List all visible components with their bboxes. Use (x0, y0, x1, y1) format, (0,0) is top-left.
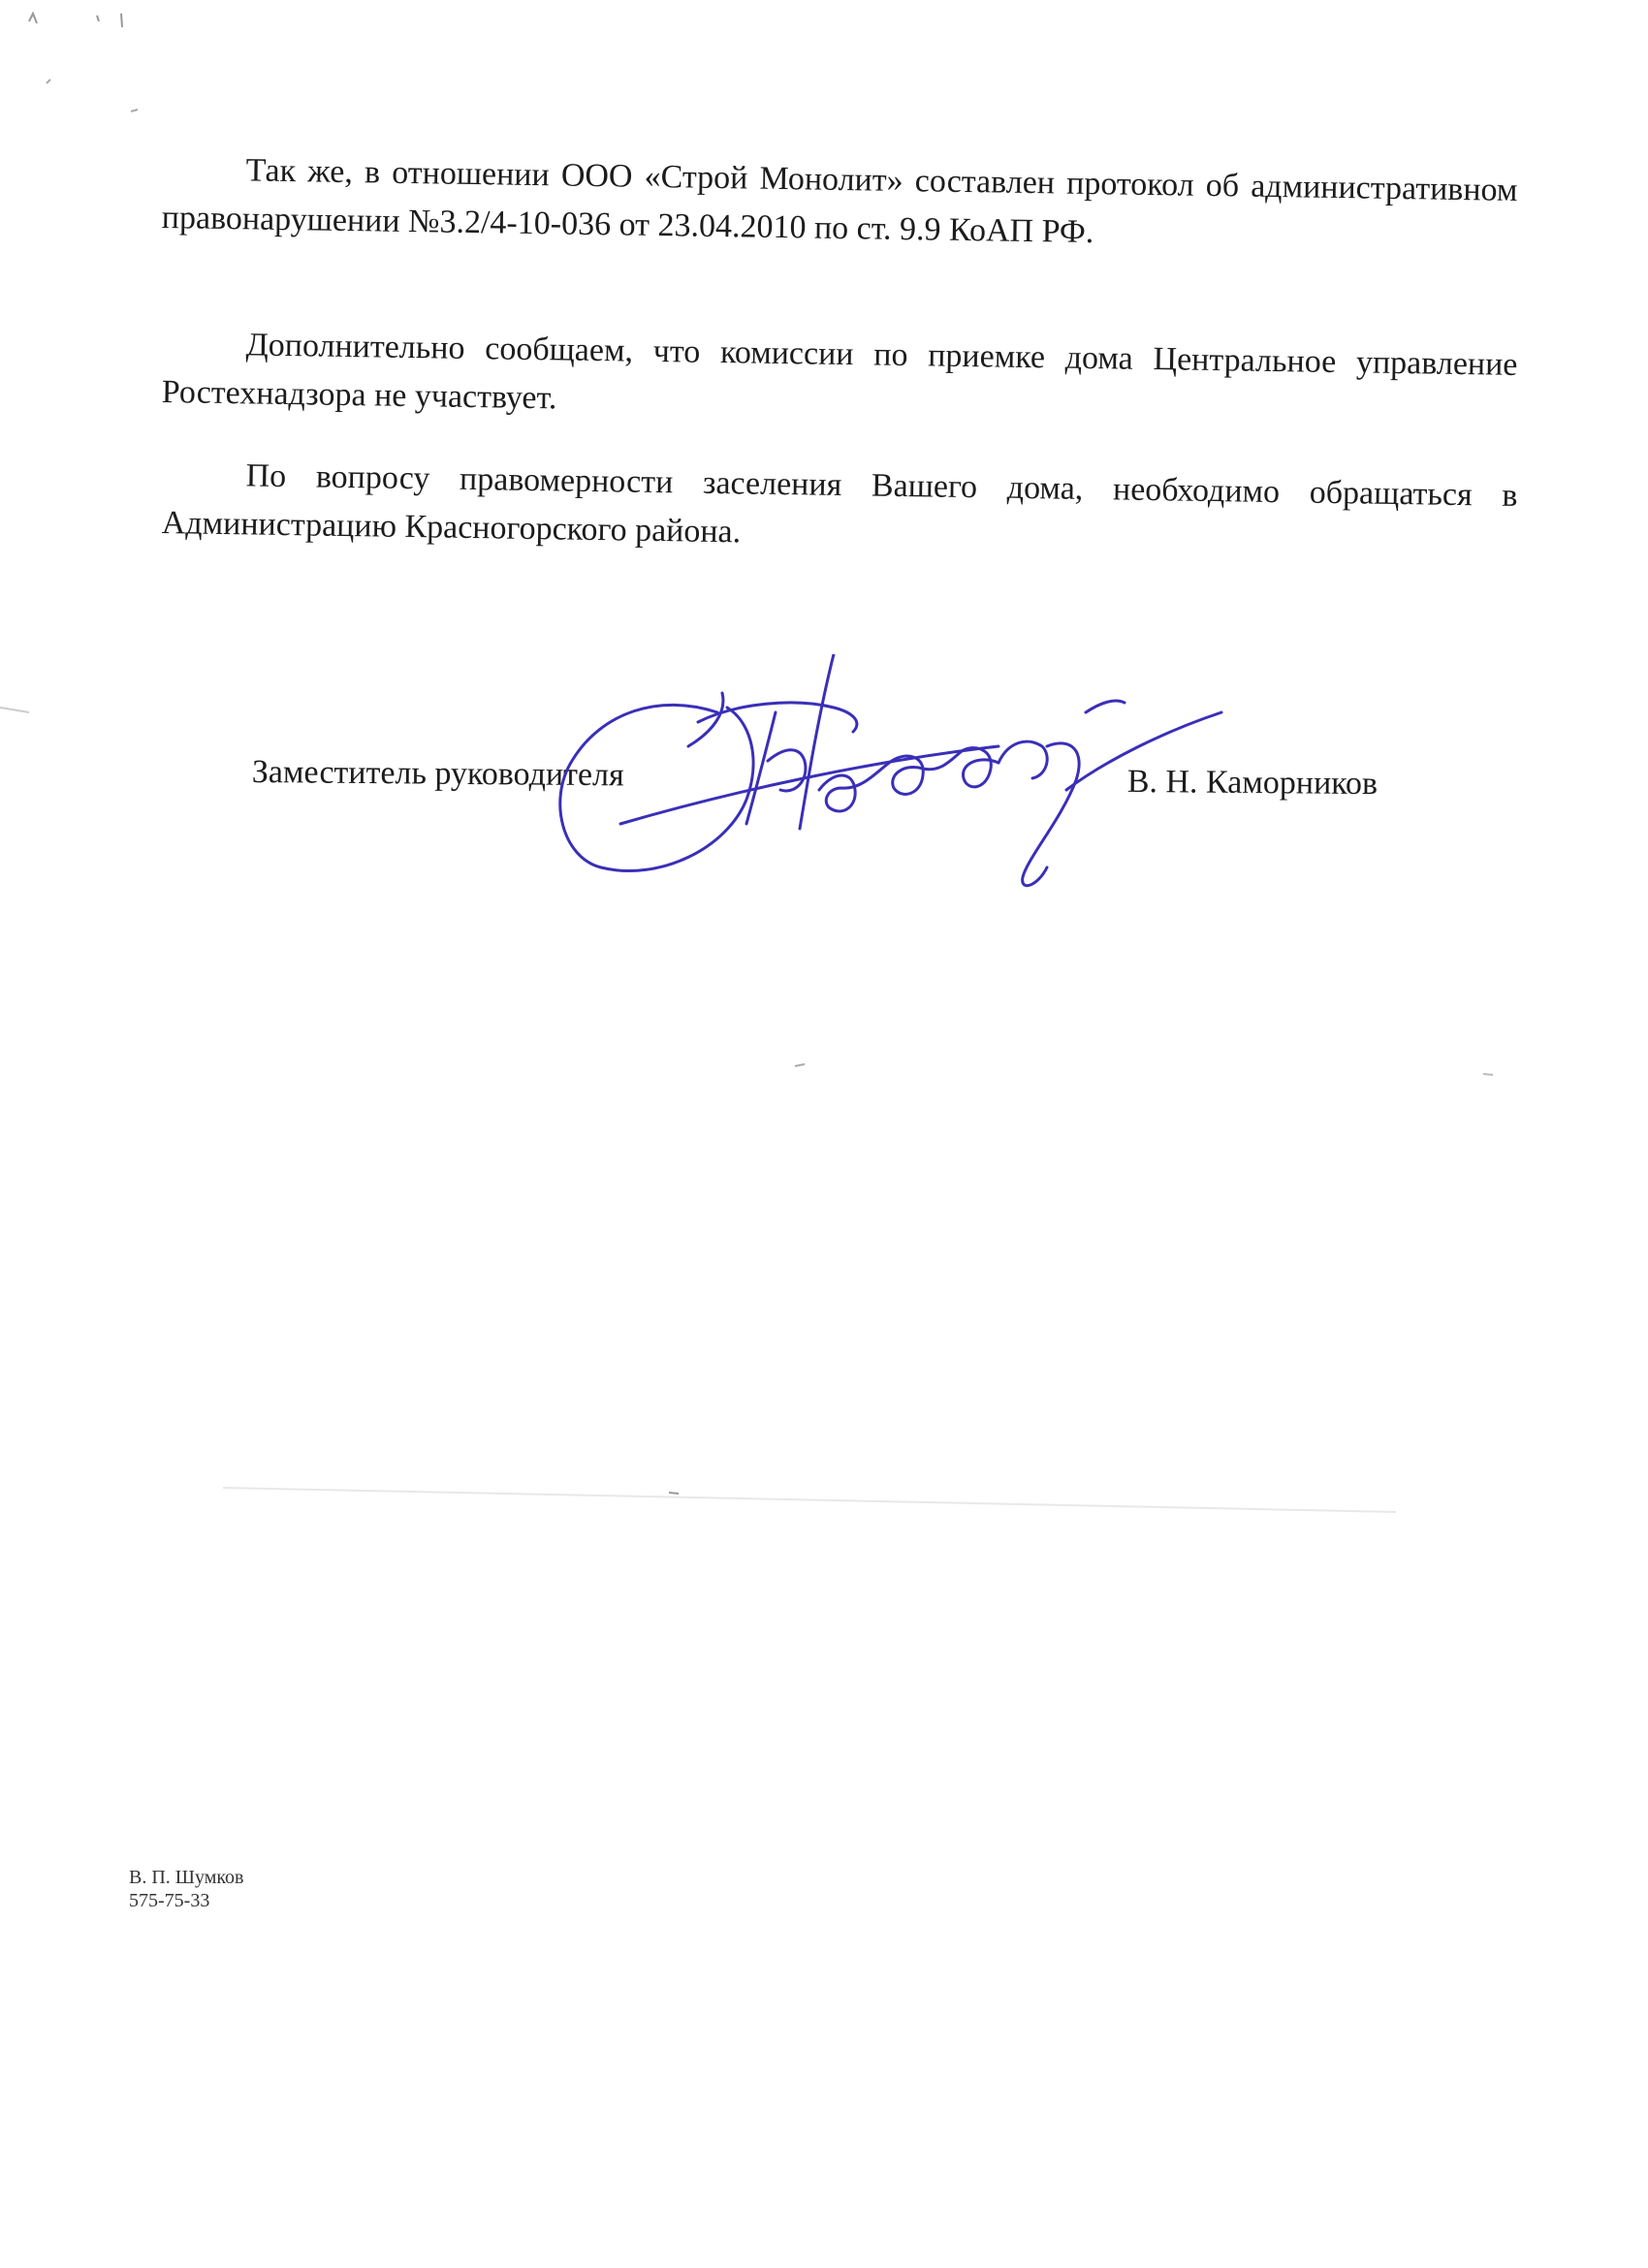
contact-phone: 575-75-33 (129, 1890, 210, 1911)
contact-info (129, 1866, 244, 1912)
signer-position: Заместитель руководителя (251, 754, 624, 794)
signer-name: В. Н. Каморников (1126, 763, 1379, 803)
handwritten-signature (543, 654, 1260, 916)
paragraph-text: По вопросу правомерности заселения Вашего дома, необходимо обращаться в Администрацию Красногорского района. (161, 457, 1518, 551)
paragraph-text: Так же, в отношении ООО «Строй Монолит» составлен протокол об административном правонарушении №3.2/4-10-036 от 23.04.2010 по ст. 9.9 КоАП РФ. (161, 152, 1518, 251)
paragraph-administration (161, 451, 1517, 569)
contact-name: В. П. Шумков (129, 1867, 244, 1888)
paragraph-protocol (161, 145, 1517, 264)
paragraph-text: Дополнительно сообщаем, что комиссии по приемке дома Центральное управление Ростехнадзора не участвует. (161, 327, 1518, 417)
paragraph-commission (161, 320, 1517, 438)
